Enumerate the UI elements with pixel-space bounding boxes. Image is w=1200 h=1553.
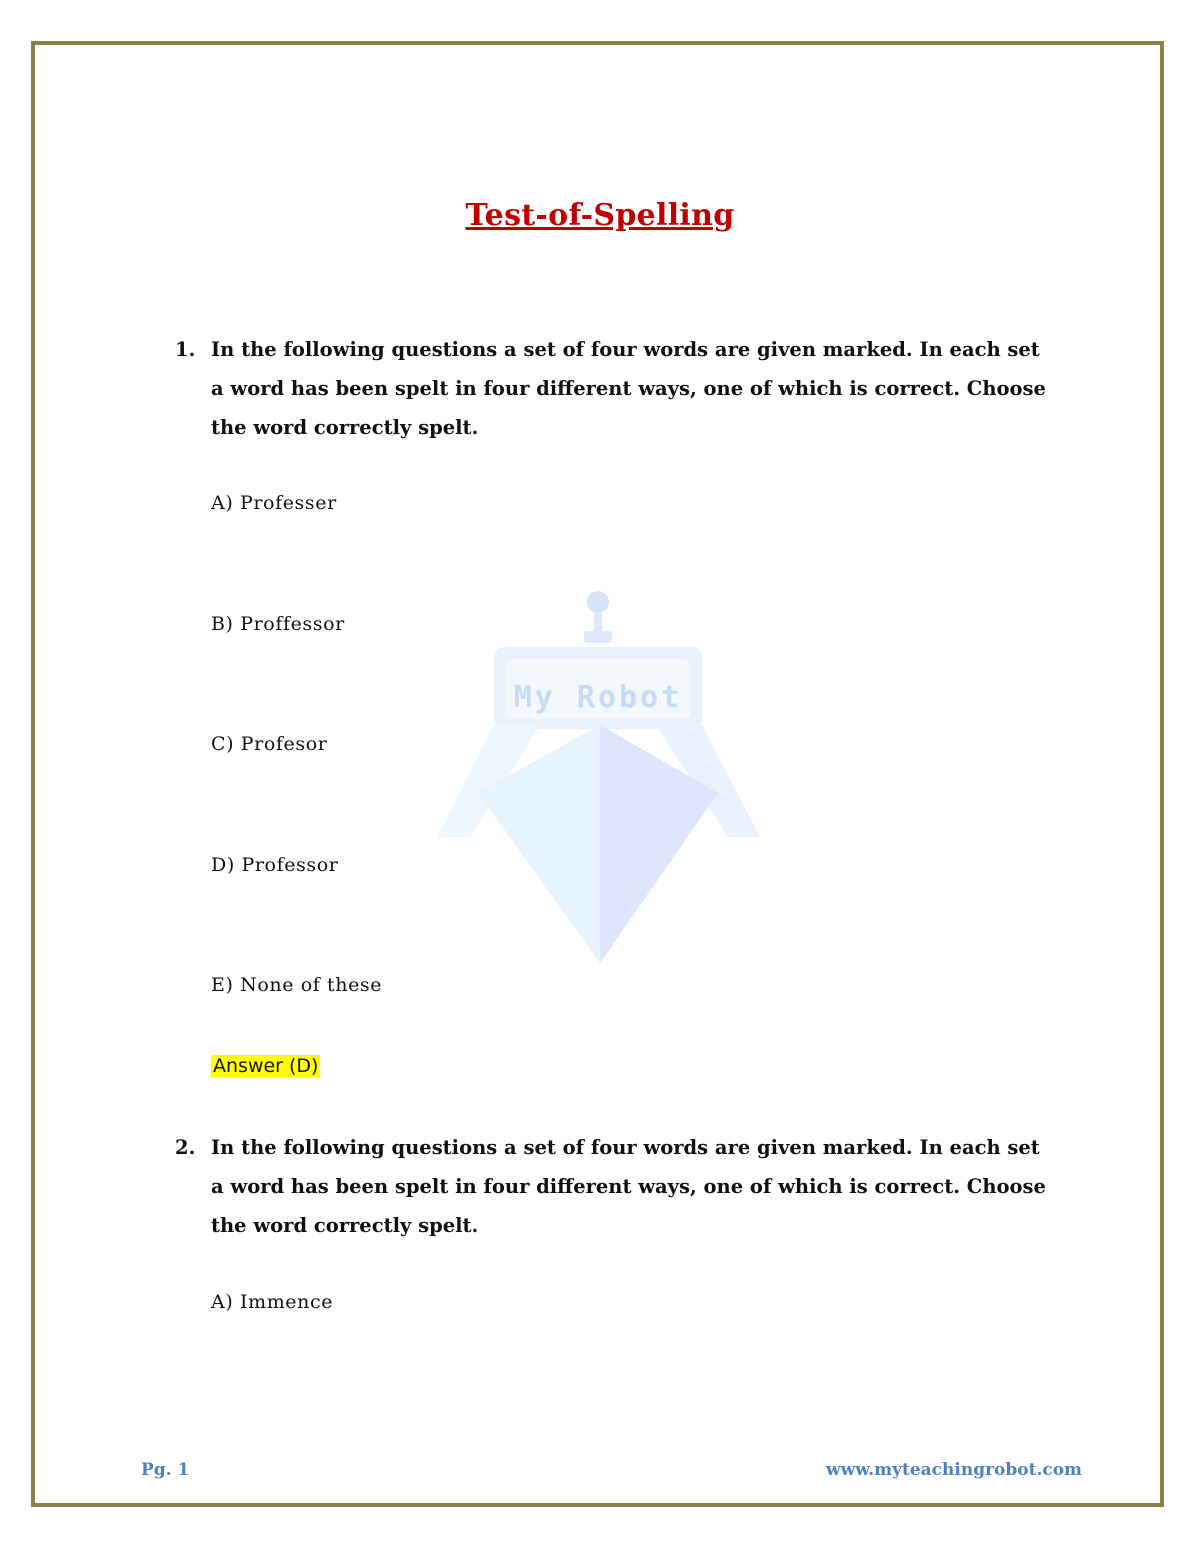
watermark-text: My Robot: [513, 680, 683, 715]
question-text: In the following questions a set of four words are given marked. In each set a word has been spelt in four different ways, one of which is correct. Choose the word correctly spelt.: [211, 1136, 1046, 1237]
robot-logo-icon: [430, 585, 770, 970]
option-a: A) Immence: [211, 1291, 334, 1313]
option-d: D) Professor: [211, 854, 339, 876]
website-link[interactable]: www.myteachingrobot.com: [826, 1460, 1083, 1480]
option-e: E) None of these: [211, 974, 383, 996]
option-a: A) Professer: [211, 492, 337, 514]
option-b: B) Proffessor: [211, 613, 345, 635]
question-text: In the following questions a set of four words are given marked. In each set a word has been spelt in four different ways, one of which is correct. Choose the word correctly spelt.: [211, 338, 1046, 439]
question-number: 1.: [175, 338, 196, 361]
question-number: 2.: [175, 1136, 196, 1159]
option-c: C) Profesor: [211, 733, 328, 755]
page-title: Test-of-Spelling: [465, 198, 735, 233]
question-1: [175, 330, 1055, 447]
page-number: Pg. 1: [141, 1460, 190, 1480]
antenna-ball: [587, 591, 609, 613]
question-2: [175, 1128, 1055, 1245]
antenna-base: [584, 631, 612, 643]
answer-highlight: Answer (D): [213, 1055, 319, 1077]
